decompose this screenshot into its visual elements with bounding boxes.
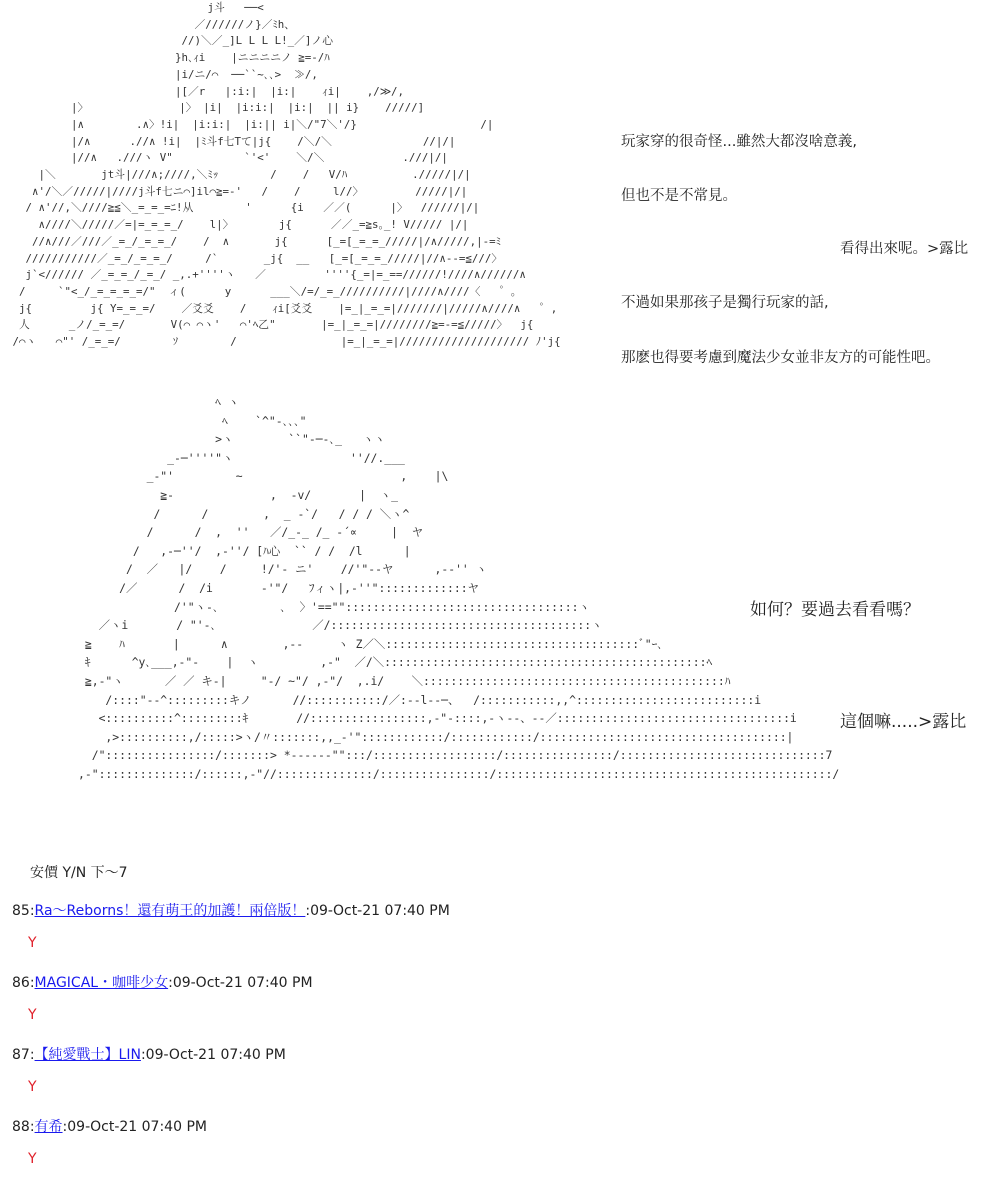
dialogue-line: 但也不是不常見。 — [621, 188, 737, 204]
post-number: 86 — [12, 975, 30, 991]
post-body: Y — [28, 935, 37, 951]
dialogue-line: 玩家穿的很奇怪...雖然大都沒啥意義, — [621, 134, 857, 150]
anchor-prompt: 安價 Y/N 下〜7 — [30, 865, 128, 881]
post-date: 09-Oct-21 07:40 PM — [172, 975, 313, 991]
post-author-link[interactable]: Ra〜Reborns！還有萌王的加護！兩倍版！ — [34, 903, 306, 919]
ascii-art-bottom: ﾍ ヽ ﾍ `^"-､､､" >ヽ ``"-─-､_ ヽヽ _-─''''"ヽ ''//.___ _-"' ~ , |\ ≧- , -v/ | ヽ_ / / , _ -`/ / / / ＼ヽ^ / / , '' ／/_-_ /_ -´∝ | ヤ / ,-─''/ ,-''/ [ﾊ心 `` / / /l | / ／ |/ / !/'- ニ' //'"--ヤ ,--'' ヽ /／ / /i -'"/ ﾌィヽ|,-''":::::::::::::ヤ /'"ヽ-､ ､ 〉'==""::::::::::::::::::::::::::::::::::ヽ ／ヽi / "'-､ ／/::::::::::::::::::::::::::::::::::::::ヽ ≧ ﾊ | ∧ ,-- ヽ Z／＼:::::::::::::::::::::::::::::::::::::ﾞ"ｰ､ ｷ ^у､___,-"- | ヽ ,-" ／/＼:::::::::::::::::::::::::::::::::::::::::::::::ﾍ ≧,-"ヽ ／ ／ キ-| "-/ ~"/ ,-"/ ,.i/ ＼::::::::::::::::::::::::::::::::::::::::::::ﾊ /::::"--^:::::::::キノ //:::::::::::/／:--l--─、 /:::::::::::,,^::::::::::::::::::::::::::i <::::::::::^:::::::::ｷ //:::::::::::::::::,-"-::::,-ヽ--、--／::::::::::::::::::::::::::::::::::i ,>::::::::::,/:::::>ヽ/〃:::::::,,_-'"::::::::::::/::::::::::::/::::::::::::::::::::::::::::::::::::| /"::::::::::::::::/:::::::> *------"":::/::::::::::::::::::/::::::::::::::::/::::::::::::::::::::::::::::::7 ,-"::::::::::::::/::::::,-"//::::::::::::::/::::::::::::::::/:::::::::::::::::::::::::::::::::::::::::::::::::/ — [78, 395, 840, 781]
post-author-link[interactable]: 有希 — [34, 1119, 63, 1135]
dialogue-line: 不過如果那孩子是獨行玩家的話, — [621, 295, 829, 311]
post-body: Y — [28, 1007, 37, 1023]
post-number: 85 — [12, 903, 30, 919]
post-number: 88 — [12, 1119, 30, 1135]
post-header: 86:MAGICAL・咖啡少女:09-Oct-21 07:40 PM — [12, 975, 313, 991]
dialogue-line: 這個嘛.....>露比 — [840, 712, 967, 732]
post-header: 85:Ra〜Reborns！還有萌王的加護！兩倍版！:09-Oct-21 07:40 PM — [12, 903, 450, 919]
dialogue-line: 如何？要過去看看嗎？ — [750, 600, 920, 620]
post-header: 88:有希:09-Oct-21 07:40 PM — [12, 1119, 207, 1135]
post-header: 87:【純愛戰士】LIN:09-Oct-21 07:40 PM — [12, 1047, 286, 1063]
post-number: 87 — [12, 1047, 30, 1063]
post-body: Y — [28, 1151, 37, 1167]
post-body: Y — [28, 1079, 37, 1095]
post-author-link[interactable]: MAGICAL・咖啡少女 — [34, 975, 169, 991]
post-date: 09-Oct-21 07:40 PM — [145, 1047, 286, 1063]
ascii-art-top: j斗 ──< ／//////ノ}／ﾐh、 //)＼／_]L L L L!_／]ノ心 }h､ｨi |ニニニニノ ≧=-/ﾊ |i/ニ/⌒ ──``~､､> ≫/, |[／r |:i:| |i:| ｨi| ,/≫/, |〉 |〉 |i| |i:i:| |i:| || i} /////] |∧ .∧〉!i| |i:i:| |i:|| i|＼/"7＼'/} /| |/∧ .//∧ !i| |ﾐ斗f七Tて|j{ /＼/＼ //|/| |//∧ .///ヽ V" `'<' ＼/＼ .///|/| |＼ jt斗|///∧;////,＼ﾐｯ / / V/ﾊ ./////|/| ∧'/＼／/////|////j斗f七ニ⌒]il⌒≧=-' / / l//〉 /////|/| / ∧'//,＼////≧≦＼_=_=_=ﾆ!从 ' {i ／／( |〉 //////|/| ∧////＼/////／=|=_=_=_/ l|〉 j{ ／／_=≧s｡_! V///// |/| //∧///／///／_=_/_=_=_/ / ∧ j{ [_=[_=_=_/////|/∧/////,|-=ﾐ ///////////／_=_/_=_=_/ /` _j{ __ [_=[_=_=_/////|//∧--=≦///〉 j`<////// ／_=_=_/_=_/ _,.+''''ヽ ／ ''''{_=|=_==//////!////∧//////∧ / `"<_/_=_=_=_=/" ィ( у ___＼/=/_=_//////////|////∧////〈 ゜。 j{ j{ Y=_=_=/ ／爻爻 / ｨi[爻爻 |=_|_=_=|///////|/////∧////∧ ゜, 人 _ノ/_=_=/ V(⌒ ⌒ヽ' ⌒'ﾍ乙" |=_|_=_=|////////≧=-=≦/////〉 j{ /⌒ヽ ⌒"' /_=_=/ ｿ / |=_|_=_=|//////////////////// ﾉ'j{ — [12, 1, 561, 349]
post-date: 09-Oct-21 07:40 PM — [67, 1119, 207, 1135]
post-author-link[interactable]: 【純愛戰士】LIN — [34, 1047, 141, 1063]
dialogue-line: 那麽也得要考慮到魔法少女並非友方的可能性吧。 — [621, 350, 940, 366]
post-date: 09-Oct-21 07:40 PM — [310, 903, 450, 919]
dialogue-line: 看得出來呢。>露比 — [840, 241, 969, 257]
